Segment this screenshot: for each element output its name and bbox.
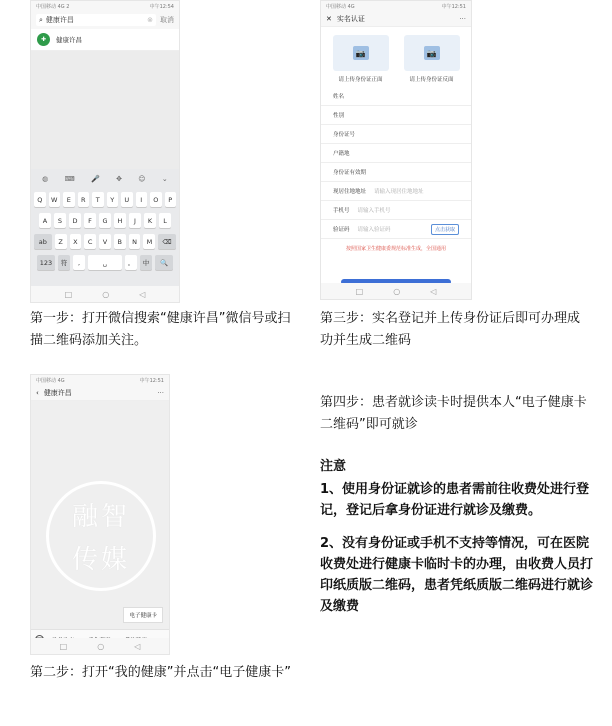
- key[interactable]: K: [144, 213, 156, 228]
- clear-icon[interactable]: ⊗: [147, 16, 153, 24]
- symbols-key[interactable]: 符: [58, 255, 70, 270]
- step3-caption: 第三步：实名登记并上传身份证后即可办理成功并生成二维码: [320, 311, 581, 348]
- key[interactable]: H: [114, 213, 126, 228]
- phone-screenshot-search: [30, 0, 180, 303]
- field-label: 身份证有效期: [333, 170, 367, 176]
- id-card-back-image[interactable]: [404, 35, 460, 71]
- camera-icon: 📷: [424, 46, 440, 60]
- key[interactable]: W: [49, 192, 61, 207]
- step2-caption: 第二步：打开“我的健康”并点击“电子健康卡”: [30, 665, 291, 680]
- keyboard-row-2: [34, 213, 176, 228]
- field-label: 身份证号: [333, 132, 356, 138]
- key[interactable]: Y: [107, 192, 119, 207]
- space-key[interactable]: ␣: [88, 255, 122, 270]
- notes-title: 注意: [320, 459, 347, 474]
- search-bar: [31, 11, 179, 29]
- field-label: 姓名: [333, 94, 345, 100]
- recent-apps-icon[interactable]: □: [59, 641, 68, 651]
- watermark-logo: [46, 481, 156, 591]
- key[interactable]: T: [92, 192, 104, 207]
- key[interactable]: B: [114, 234, 126, 249]
- status-time: 中午12:51: [139, 377, 164, 384]
- key[interactable]: O: [150, 192, 162, 207]
- android-nav-bar: [321, 283, 471, 299]
- phone-number-field[interactable]: [321, 201, 471, 220]
- key[interactable]: M: [143, 234, 155, 249]
- field-label: 户籍地: [333, 151, 350, 157]
- verification-code-field[interactable]: [321, 220, 471, 239]
- search-key-icon[interactable]: 🔍: [155, 255, 173, 270]
- soft-keyboard: [31, 169, 179, 286]
- collapse-keyboard-icon[interactable]: ⌄: [161, 175, 168, 183]
- gender-field[interactable]: [321, 106, 471, 125]
- title-bar: [321, 11, 471, 27]
- more-icon[interactable]: ···: [157, 388, 164, 397]
- keyboard-toolbar: [34, 172, 176, 186]
- account-title: 健康许昌: [43, 388, 72, 397]
- id-card-upload: [321, 27, 471, 87]
- health-logo-icon: ✚: [37, 33, 50, 46]
- page-title: 实名认证: [336, 14, 365, 23]
- status-bar: [321, 1, 471, 11]
- notes-item-1: 1、使用身份证就诊的患者需前往收费处进行登记，登记后拿身份证进行就诊及缴费。: [320, 482, 590, 518]
- back-icon[interactable]: ◁: [430, 286, 437, 296]
- key[interactable]: X: [70, 234, 82, 249]
- camera-icon: 📷: [353, 46, 369, 60]
- field-label: 手机号: [333, 208, 350, 214]
- key[interactable]: S: [54, 213, 66, 228]
- address-placeholder: 请输入现居住地地址: [374, 189, 424, 195]
- key[interactable]: N: [129, 234, 141, 249]
- key[interactable]: A: [39, 213, 51, 228]
- id-card-front-image[interactable]: [333, 35, 389, 71]
- recent-apps-icon[interactable]: □: [64, 289, 73, 299]
- back-icon[interactable]: ◁: [134, 641, 141, 651]
- key[interactable]: Z: [55, 234, 67, 249]
- home-icon[interactable]: ○: [102, 289, 110, 299]
- android-nav-bar: [31, 638, 169, 654]
- keyboard-row-3: [34, 234, 176, 249]
- keyboard-layout-icon[interactable]: ⌨: [64, 175, 75, 183]
- home-icon[interactable]: ○: [97, 641, 105, 651]
- field-label: 验证码: [333, 227, 350, 233]
- emoji-icon[interactable]: ☺: [138, 175, 146, 183]
- key[interactable]: D: [69, 213, 81, 228]
- notes-section: [320, 456, 600, 629]
- id-front-upload[interactable]: [333, 35, 389, 83]
- address-field[interactable]: [321, 182, 471, 201]
- title-bar: [31, 385, 169, 401]
- id-back-caption: 请上传身份证反面: [409, 77, 454, 83]
- status-bar: [31, 1, 179, 11]
- search-input[interactable]: [36, 14, 156, 26]
- key[interactable]: E: [63, 192, 75, 207]
- key[interactable]: I: [136, 192, 148, 207]
- id-front-caption: 请上传身份证正面: [338, 77, 383, 83]
- status-time: 中午12:51: [441, 3, 466, 10]
- key[interactable]: J: [129, 213, 141, 228]
- close-icon[interactable]: ✕: [326, 14, 332, 23]
- cursor-move-icon[interactable]: ✥: [116, 175, 122, 183]
- status-bar: [31, 375, 169, 385]
- national-standard-notice: 按照国家卫生健康委规范标准生成，全国通用: [345, 246, 446, 252]
- search-result-item[interactable]: [31, 29, 179, 51]
- search-result-label: 健康许昌: [56, 36, 82, 44]
- key[interactable]: U: [121, 192, 133, 207]
- keyboard-tool-icon[interactable]: ◍: [42, 175, 49, 183]
- key[interactable]: F: [84, 213, 96, 228]
- code-placeholder: 请输入验证码: [357, 227, 391, 233]
- chat-area: [31, 401, 169, 629]
- back-icon[interactable]: ◁: [139, 289, 146, 299]
- language-key[interactable]: 中: [140, 255, 152, 270]
- key[interactable]: C: [84, 234, 96, 249]
- get-code-button[interactable]: 点击获取: [431, 224, 459, 235]
- home-icon[interactable]: ○: [393, 286, 401, 296]
- household-field[interactable]: [321, 144, 471, 163]
- numbers-key[interactable]: 123: [37, 255, 55, 270]
- key[interactable]: L: [159, 213, 171, 228]
- phone-screenshot-verification: [320, 0, 472, 300]
- key[interactable]: R: [78, 192, 90, 207]
- search-icon: ⌕: [39, 15, 43, 24]
- notes-item-2: 2、没有身份证或手机不支持等情况，可在医院收费处进行健康卡临时卡的办理，由收费人员打印纸质版二维码，患者凭纸质版二维码进行就诊及缴费: [320, 536, 594, 614]
- phone-placeholder: 请输入手机号: [357, 208, 391, 214]
- status-carrier: 中国移动 4G 2: [36, 3, 70, 10]
- comma-key[interactable]: ,: [73, 255, 85, 270]
- shift-key[interactable]: ab: [34, 234, 52, 249]
- watermark-text: 融智: [71, 502, 130, 532]
- key[interactable]: V: [99, 234, 111, 249]
- period-key[interactable]: 。: [125, 255, 137, 270]
- more-icon[interactable]: ···: [459, 14, 466, 23]
- key[interactable]: Q: [34, 192, 46, 207]
- key[interactable]: P: [165, 192, 177, 207]
- cancel-button[interactable]: 取消: [160, 16, 174, 24]
- id-validity-field[interactable]: [321, 163, 471, 182]
- status-carrier: 中国移动 4G: [36, 377, 65, 384]
- id-back-upload[interactable]: [404, 35, 460, 83]
- watermark-text: 传媒: [71, 545, 130, 575]
- search-input-value: 健康许昌: [45, 16, 74, 24]
- status-carrier: 中国移动 4G: [326, 3, 355, 10]
- recent-apps-icon[interactable]: □: [355, 286, 364, 296]
- key[interactable]: G: [99, 213, 111, 228]
- backspace-icon[interactable]: ⌫: [158, 234, 176, 249]
- microphone-icon[interactable]: 🎤: [91, 175, 100, 183]
- keyboard-row-1: [34, 192, 176, 207]
- name-field[interactable]: [321, 87, 471, 106]
- back-arrow-icon[interactable]: ‹: [36, 388, 39, 397]
- field-label: 性别: [333, 113, 345, 119]
- id-number-field[interactable]: [321, 125, 471, 144]
- e-health-card-menu-item[interactable]: 电子健康卡: [123, 607, 163, 623]
- keyboard-row-4: [34, 255, 176, 270]
- android-nav-bar: [31, 286, 179, 302]
- step4-caption: 第四步：患者就诊读卡时提供本人“电子健康卡二维码”即可就诊: [320, 395, 587, 432]
- field-label: 现居住地地址: [333, 189, 367, 195]
- phone-screenshot-account-menu: [30, 374, 170, 655]
- status-time: 中午12:54: [149, 3, 174, 10]
- step1-caption: 第一步：打开微信搜索“健康许昌”微信号或扫描二维码添加关注。: [30, 311, 291, 348]
